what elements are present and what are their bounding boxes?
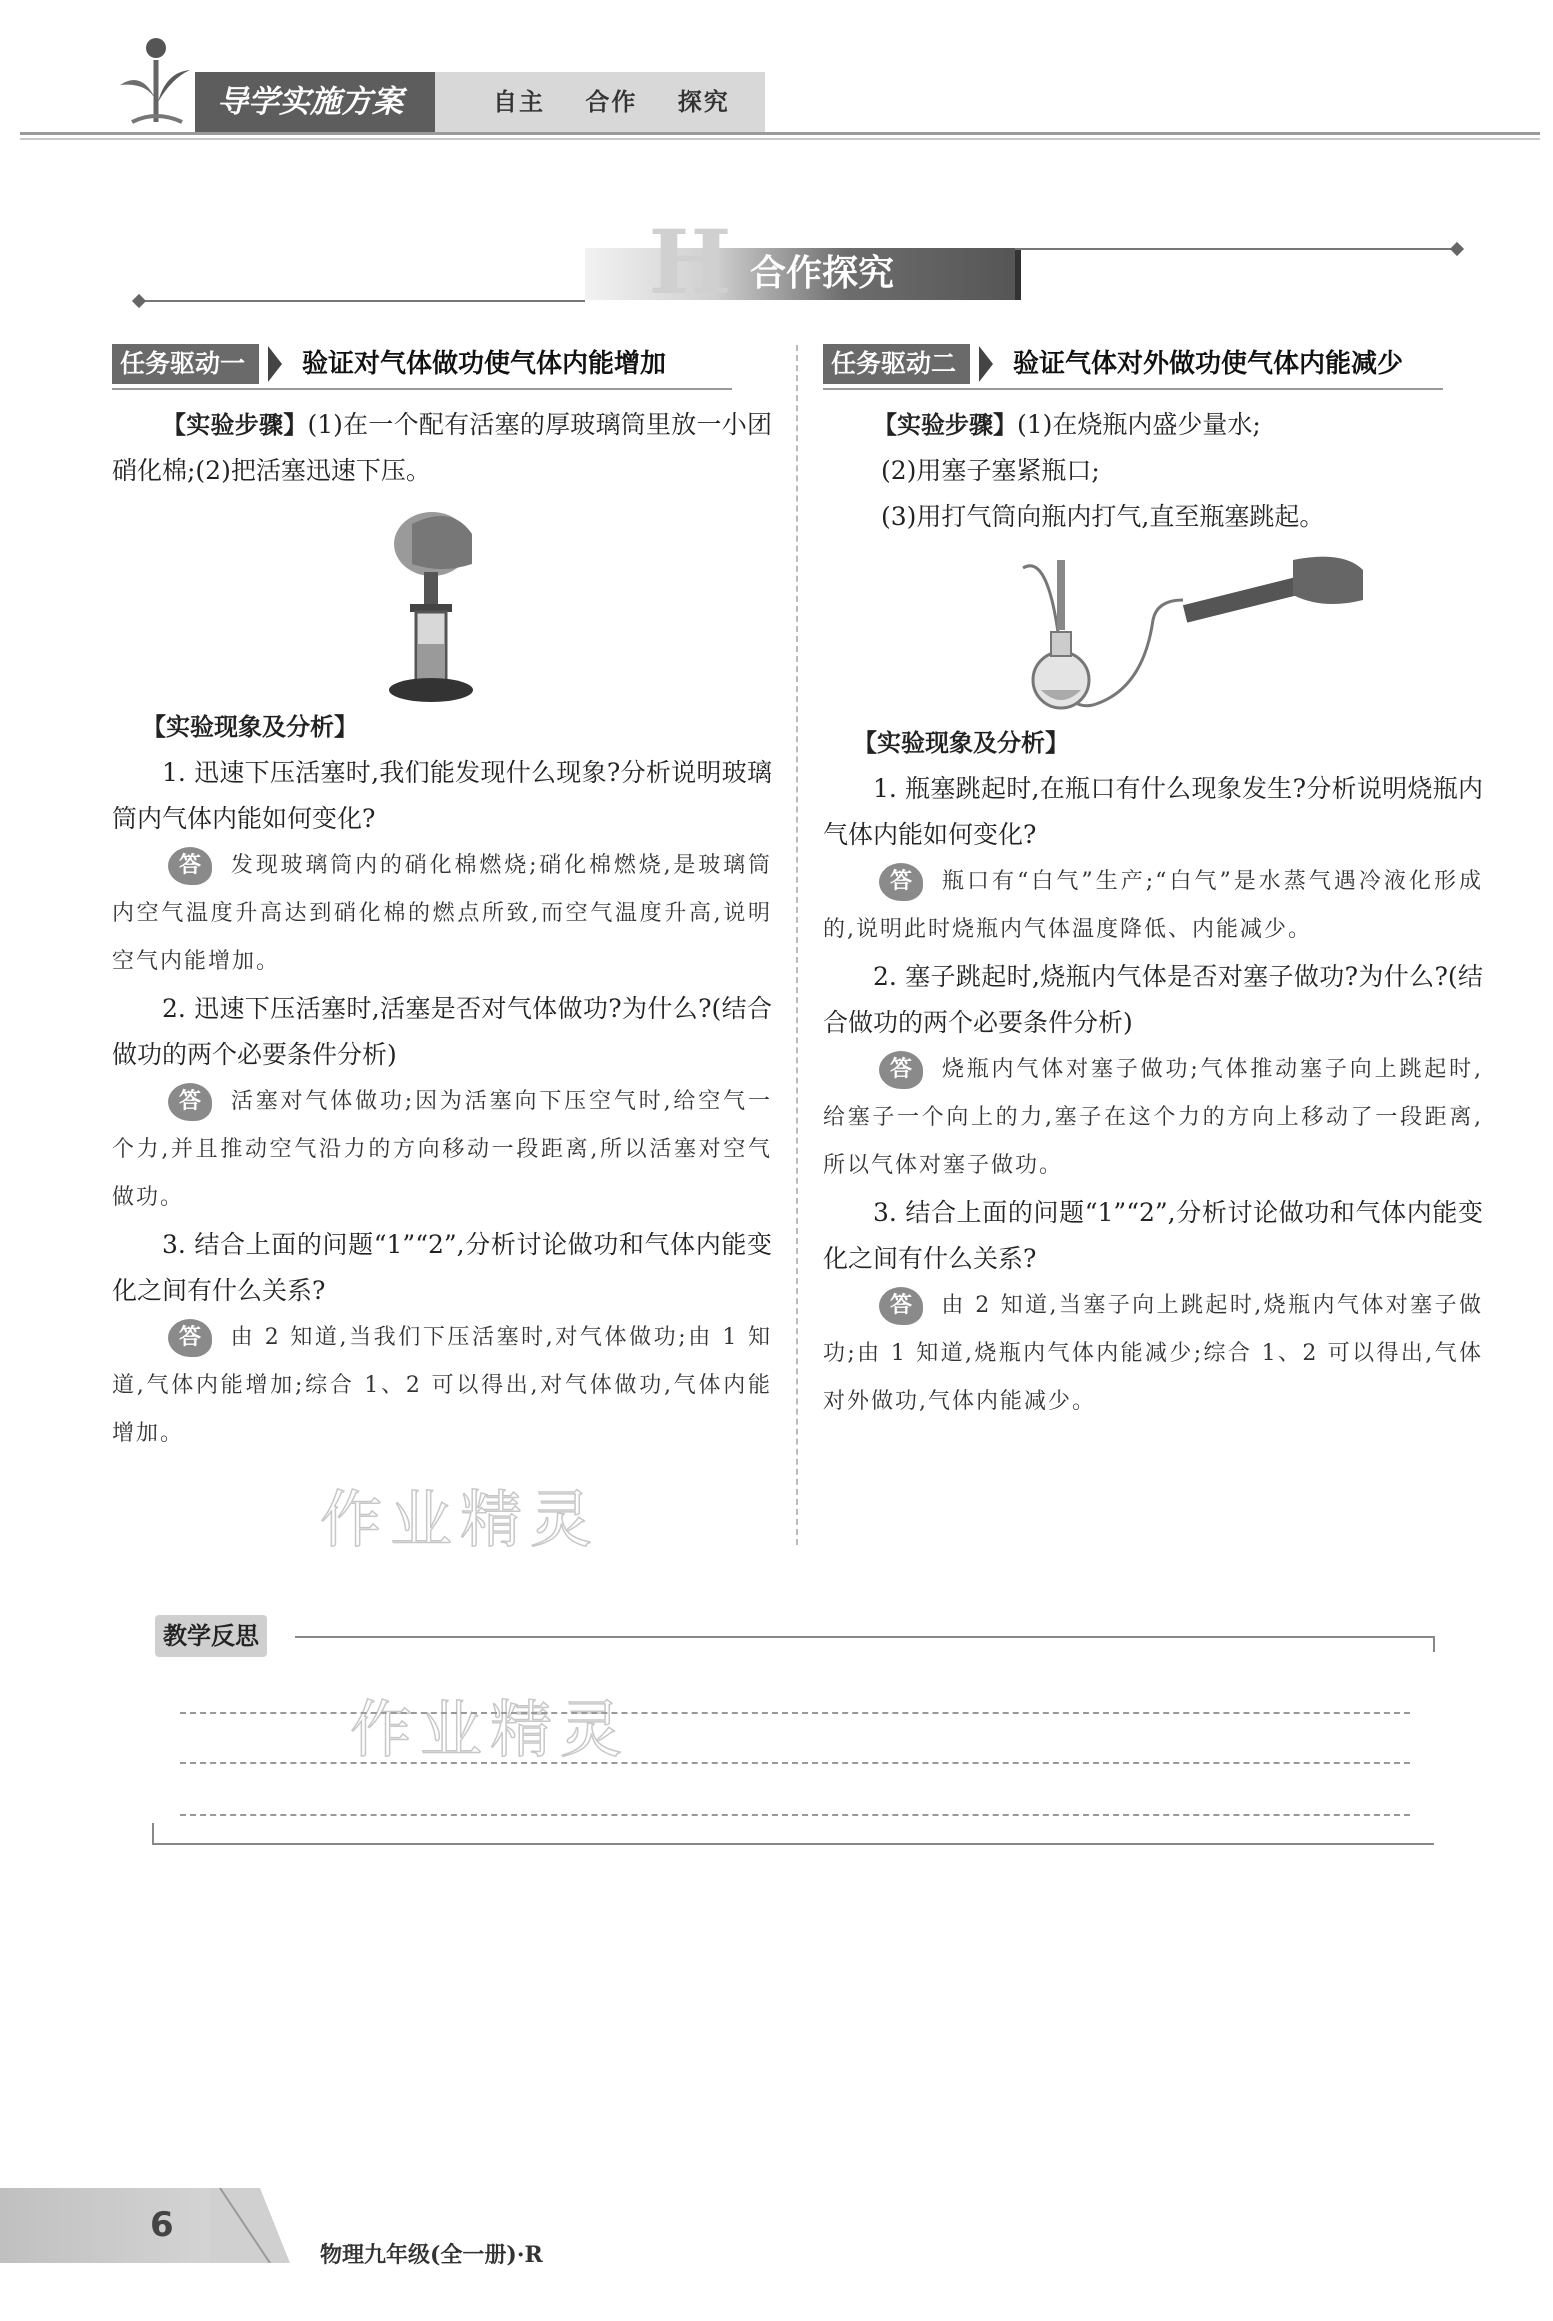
question-2: 2. 迅速下压活塞时,活塞是否对气体做功?为什么?(结合做功的两个必要条件分析) — [112, 994, 772, 1069]
task-one-header — [112, 340, 772, 394]
answer-1 — [823, 858, 1483, 954]
header-title: 导学实施方案 — [195, 72, 435, 132]
answer-text: 由 2 知道,当我们下压活塞时,对气体做功;由 1 知道,气体内能增加;综合 1、2 可以得出,对气体做功,气体内能增加。 — [112, 1325, 772, 1446]
question-2: 2. 塞子跳起时,烧瓶内气体是否对塞子做功?为什么?(结合做功的两个必要条件分析) — [823, 962, 1483, 1037]
answer-badge-icon: 答 — [879, 863, 923, 901]
book-title: 物理九年级(全一册)·R — [320, 2242, 543, 2268]
reflection-bottom-rule — [152, 1843, 1434, 1845]
question-1: 1. 瓶塞跳起时,在瓶口有什么现象发生?分析说明烧瓶内气体内能如何变化? — [823, 774, 1483, 849]
header-sub-item: 合作 — [585, 88, 638, 116]
task-two-title: 验证气体对外做功使气体内能减少 — [1013, 349, 1404, 379]
task-one-title: 验证对气体做功使气体内能增加 — [302, 349, 667, 379]
task-two-header — [823, 340, 1483, 394]
section-rule-left — [140, 300, 585, 302]
reflection-rule-end — [152, 1823, 154, 1845]
steps-line-1 — [823, 402, 1483, 448]
question-3: 3. 结合上面的问题“1”“2”,分析讨论做功和气体内能变化之间有什么关系? — [823, 1198, 1483, 1273]
task-one-column — [112, 340, 772, 1458]
task-two-column — [823, 340, 1483, 1426]
reflection-writing-line — [180, 1762, 1410, 1764]
page-number: 6 — [150, 2205, 174, 2245]
steps-label: 【实验步骤】 — [873, 411, 1017, 439]
steps-text: (1)在一个配有活塞的厚玻璃筒里放一小团硝化棉;(2)把活塞迅速下压。 — [112, 410, 773, 485]
section-rule-dot — [132, 294, 146, 308]
leaf-person-logo-icon — [112, 30, 192, 130]
footer-corner-icon — [210, 2188, 290, 2263]
task-underline — [112, 388, 732, 390]
header-subtitle — [435, 72, 765, 132]
task-one-tag: 任务驱动一 — [112, 344, 259, 384]
answer-3 — [823, 1282, 1483, 1426]
answer-2 — [823, 1046, 1483, 1190]
answer-badge-icon: 答 — [168, 1083, 212, 1121]
step-1: (1)在烧瓶内盛少量水; — [1017, 410, 1261, 439]
header-rule — [20, 132, 1540, 135]
section-rule-dot — [1450, 242, 1464, 256]
header-sub-item: 自主 — [493, 88, 545, 116]
question-1: 1. 迅速下压活塞时,我们能发现什么现象?分析说明玻璃筒内气体内能如何变化? — [112, 758, 772, 833]
reflection-label: 教学反思 — [155, 1615, 267, 1657]
flask-pump-figure — [823, 540, 1483, 720]
analysis-heading — [823, 720, 1483, 766]
answer-badge-icon: 答 — [168, 847, 212, 885]
answer-text: 活塞对气体做功;因为活塞向下压空气时,给空气一个力,并且推动空气沿力的方向移动一段距离,所以活塞对空气做功。 — [112, 1089, 772, 1210]
answer-text: 烧瓶内气体对塞子做功;气体推动塞子向上跳起时,给塞子一个向上的力,塞子在这个力的方向上移动了一段距离,所以气体对塞子做功。 — [823, 1057, 1483, 1178]
step-3: (3)用打气筒向瓶内打气,直至瓶塞跳起。 — [881, 502, 1325, 531]
section-rule-right — [1015, 248, 1455, 250]
analysis-label: 【实验现象及分析】 — [853, 729, 1069, 757]
piston-cylinder-figure — [112, 494, 772, 704]
task-underline — [823, 388, 1443, 390]
reflection-rule-end — [1433, 1636, 1435, 1652]
analysis-heading — [112, 704, 772, 750]
column-divider — [796, 345, 798, 1545]
section-letter: H — [648, 210, 732, 314]
answer-text: 瓶口有“白气”生产;“白气”是水蒸气遇冷液化形成的,说明此时烧瓶内气体温度降低、内能减少。 — [823, 869, 1483, 942]
answer-badge-icon: 答 — [879, 1051, 923, 1089]
watermark: 作业精灵 — [350, 1693, 631, 1766]
header-sub-item: 探究 — [677, 88, 730, 116]
answer-text: 发现玻璃筒内的硝化棉燃烧;硝化棉燃烧,是玻璃筒内空气温度升高达到硝化棉的燃点所致,而空气温度升高,说明空气内能增加。 — [112, 853, 772, 974]
reflection-writing-line — [180, 1712, 1410, 1714]
section-bar-end — [1015, 248, 1021, 300]
analysis-label: 【实验现象及分析】 — [142, 713, 358, 741]
task-arrow-icon — [268, 346, 282, 382]
answer-2 — [112, 1078, 772, 1222]
answer-badge-icon: 答 — [168, 1319, 212, 1357]
section-title: 合作探究 — [750, 253, 895, 294]
answer-3 — [112, 1314, 772, 1458]
reflection-writing-line — [180, 1814, 1410, 1816]
header-rule — [20, 138, 1540, 140]
reflection-top-rule — [295, 1636, 1435, 1638]
watermark: 作业精灵 — [320, 1483, 601, 1556]
answer-1 — [112, 842, 772, 986]
steps-label: 【实验步骤】 — [162, 411, 308, 439]
answer-badge-icon: 答 — [879, 1287, 923, 1325]
question-3: 3. 结合上面的问题“1”“2”,分析讨论做功和气体内能变化之间有什么关系? — [112, 1230, 772, 1305]
task-two-tag: 任务驱动二 — [823, 344, 970, 384]
answer-text: 由 2 知道,当塞子向上跳起时,烧瓶内气体对塞子做功;由 1 知道,烧瓶内气体内能减少;综合 1、2 可以得出,气体对外做功,气体内能减少。 — [823, 1293, 1483, 1414]
step-2: (2)用塞子塞紧瓶口; — [881, 456, 1100, 485]
steps-paragraph — [112, 402, 772, 494]
task-arrow-icon — [979, 346, 993, 382]
